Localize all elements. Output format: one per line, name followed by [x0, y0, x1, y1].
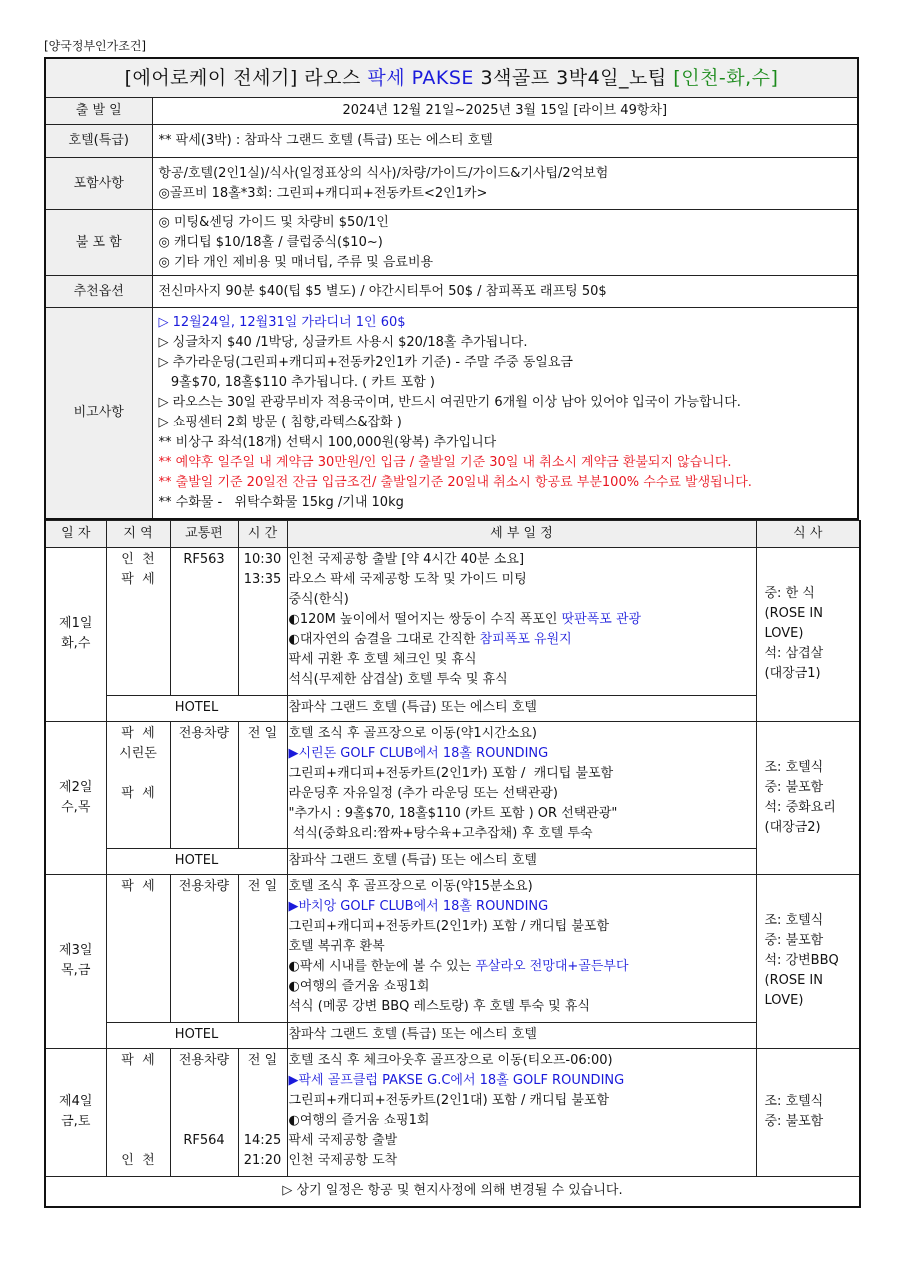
header-cell: 일 자 — [45, 520, 106, 547]
meal: (ROSE IN — [764, 973, 823, 988]
text-line — [159, 453, 852, 473]
text-segment: 땃판폭포 관광 — [561, 611, 642, 627]
text-segment: 그린피+캐디피+전동카트(2인1카) 포함 / 캐디팁 불포함 — [288, 765, 614, 781]
info-label: 출 발 일 — [45, 98, 152, 125]
time — [241, 1071, 285, 1091]
header-cell: 교통편 — [170, 520, 238, 547]
region: 팍 세 — [121, 571, 155, 587]
title-departure: [인천-화,수] — [673, 67, 779, 89]
text-line — [289, 997, 750, 1017]
text-segment: 호텔 복귀후 환복 — [288, 938, 385, 954]
text-line — [289, 784, 750, 804]
meal: LOVE) — [764, 993, 804, 1008]
info-label: 비고사항 — [45, 308, 152, 519]
text-segment: 푸살라오 전망대+골든부다 — [475, 958, 629, 974]
info-table — [44, 57, 859, 520]
text-line — [289, 877, 750, 897]
info-content — [152, 276, 858, 308]
time-cell — [238, 1048, 287, 1176]
text-segment: ▶팍세 골프클럽 PAKSE G.C에서 18홀 GOLF ROUNDING — [288, 1072, 625, 1088]
text-segment: ▷ 싱글차지 $40 /1박당, 싱글카트 사용시 $20/18홀 추가됩니다. — [158, 334, 528, 350]
time-cell — [238, 547, 287, 695]
text-line — [159, 333, 852, 353]
info-row — [45, 210, 858, 276]
text-segment: 호텔 조식 후 체크아웃후 골프장으로 이동(티오프-06:00) — [288, 1052, 613, 1068]
region: 팍 세 — [121, 1052, 155, 1068]
document-title — [45, 58, 858, 98]
info-label: 불 포 함 — [45, 210, 152, 276]
day-label: 제3일 목,금 — [45, 874, 106, 1048]
meal: (ROSE IN — [764, 606, 823, 621]
region-cell — [106, 1048, 170, 1176]
schedule-table — [44, 520, 861, 1208]
info-row — [45, 308, 858, 519]
region — [113, 764, 164, 784]
time-cell — [238, 874, 287, 1022]
text-segment: 석식 (메콩 강변 BBQ 레스토랑) 후 호텔 투숙 및 휴식 — [288, 998, 590, 1014]
text-segment: 석식(무제한 삼겹살) 호텔 투숙 및 휴식 — [288, 671, 508, 687]
transport-cell — [170, 547, 238, 695]
time: 21:20 — [243, 1152, 282, 1168]
meal: 중: 불포함 — [764, 933, 824, 948]
region: 인 천 — [121, 1152, 155, 1168]
day-label: 제4일 금,토 — [45, 1048, 106, 1176]
text-line — [289, 897, 750, 917]
text-segment: ▶시린돈 GOLF CLUB에서 18홀 ROUNDING — [288, 745, 549, 761]
meal: 조: 호텔식 — [764, 759, 824, 775]
text-line — [159, 164, 852, 184]
text-line — [289, 1051, 750, 1071]
text-line — [289, 1111, 750, 1131]
text-segment: 중식(한식) — [288, 591, 349, 607]
title-destination: 팍세 PAKSE — [367, 67, 474, 89]
info-content — [152, 98, 858, 125]
title-product: 3색골프 3박4일_노팁 — [473, 67, 674, 89]
text-segment: 팍세 국제공항 출발 — [288, 1132, 398, 1148]
approval-tag: [양국정부인가조건] — [44, 39, 147, 53]
region-cell — [106, 874, 170, 1022]
text-segment: ◎ 기타 개인 제비용 및 매너팁, 주류 및 음료비용 — [158, 254, 434, 270]
schedule-header — [45, 520, 860, 547]
meal: 석: 강변BBQ — [764, 953, 839, 968]
footer-note: ▷ 상기 일정은 항공 및 현지사정에 의해 변경될 수 있습니다. — [45, 1176, 860, 1207]
meals-cell — [756, 547, 860, 721]
transport — [177, 1111, 232, 1131]
region: 팍 세 — [121, 785, 155, 801]
region: 팍 세 — [121, 725, 155, 741]
region — [113, 1091, 164, 1111]
hotel-row — [45, 848, 860, 874]
info-label: 포함사항 — [45, 158, 152, 210]
header-cell: 시 간 — [238, 520, 287, 547]
text-segment: ▷ 추가라운딩(그린피+캐디피+전동카2인1카 기준) - 주말 주중 동일요금 — [158, 354, 573, 370]
hotel-label: HOTEL — [106, 695, 287, 721]
details-cell — [287, 874, 756, 1022]
text-segment: 인천 국제공항 도착 — [288, 1152, 398, 1168]
transport: 전용차량 — [178, 878, 230, 894]
text-segment: 9홀$70, 18홀$110 추가됩니다. ( 카트 포함 ) — [158, 374, 435, 390]
meal: (대장금2) — [764, 819, 821, 835]
hotel-label: HOTEL — [106, 848, 287, 874]
info-row — [45, 158, 858, 210]
text-segment: ** 팍세(3박) : 참파삭 그랜드 호텔 (특급) 또는 에스티 호텔 — [158, 133, 493, 148]
text-line — [289, 724, 750, 744]
hotel-name: 참파삭 그랜드 호텔 (특급) 또는 에스티 호텔 — [287, 848, 756, 874]
meal: 조: 호텔식 — [764, 1094, 824, 1109]
text-line — [289, 917, 750, 937]
meals-cell — [756, 1048, 860, 1176]
time: 전 일 — [247, 725, 278, 741]
text-line — [159, 282, 852, 302]
time: 10:30 — [243, 551, 282, 567]
text-line — [289, 937, 750, 957]
text-segment: 그린피+캐디피+전동카트(2인1대) 포함 / 캐디팁 불포함 — [288, 1092, 610, 1108]
region-cell — [106, 721, 170, 848]
text-segment: ▶바치앙 GOLF CLUB에서 18홀 ROUNDING — [288, 898, 549, 914]
text-segment: 팍세 귀환 후 호텔 체크인 및 휴식 — [288, 651, 477, 667]
text-line — [159, 473, 852, 493]
text-line — [289, 630, 750, 650]
text-line — [159, 213, 852, 233]
day-row — [45, 874, 860, 1022]
time — [241, 1091, 285, 1111]
text-segment: ▷ 쇼핑센터 2회 방문 ( 침향,라텍스&잡화 ) — [158, 414, 402, 430]
day-row — [45, 547, 860, 695]
info-row — [45, 98, 858, 125]
details-cell — [287, 721, 756, 848]
text-segment: "추가시 : 9홀$70, 18홀$110 (카트 포함 ) OR 선택관광" — [288, 805, 618, 821]
text-line — [289, 550, 750, 570]
text-segment: ** 예약후 일주일 내 계약금 30만원/인 입금 / 출발일 기준 30일 내 취소시 계약금 환불되지 않습니다. — [158, 454, 732, 470]
info-row — [45, 125, 858, 158]
info-content — [152, 210, 858, 276]
meal: 석: 삼겹살 — [764, 646, 824, 661]
meal: LOVE) — [764, 626, 804, 641]
text-line — [159, 253, 852, 273]
text-line — [159, 353, 852, 373]
hotel-row — [45, 695, 860, 721]
region — [113, 1131, 164, 1151]
text-line — [159, 413, 852, 433]
info-label: 호텔(특급) — [45, 125, 152, 158]
text-segment: ▷ 12월24일, 12월31일 가라디너 1인 60$ — [158, 314, 406, 330]
day-label: 제1일 화,수 — [45, 547, 106, 721]
hotel-label: HOTEL — [106, 1022, 287, 1048]
text-segment: ◐120M 높이에서 떨어지는 쌍둥이 수직 폭포인 — [288, 611, 562, 627]
text-line — [289, 670, 750, 690]
info-content — [152, 158, 858, 210]
time-cell — [238, 721, 287, 848]
text-segment: ◎ 미팅&센딩 가이드 및 차량비 $50/1인 — [158, 214, 389, 230]
text-segment: ** 비상구 좌석(18개) 선택시 100,000원(왕복) 추가입니다 — [158, 434, 497, 450]
text-line — [289, 764, 750, 784]
meal: 석: 중화요리 — [764, 799, 836, 815]
time: 14:25 — [243, 1132, 282, 1148]
hotel-row — [45, 1022, 860, 1048]
meal: 중: 불포함 — [764, 1114, 824, 1129]
day-row — [45, 1048, 860, 1176]
transport — [177, 1071, 232, 1091]
text-line — [159, 433, 852, 453]
transport-cell — [170, 721, 238, 848]
text-line — [289, 1131, 750, 1151]
text-segment: 그린피+캐디피+전동카트(2인1카) 포함 / 캐디팁 불포함 — [288, 918, 610, 934]
info-label: 추천옵션 — [45, 276, 152, 308]
text-line — [159, 131, 852, 151]
meal: 조: 호텔식 — [764, 913, 824, 928]
text-line — [159, 313, 852, 333]
details-cell — [287, 1048, 756, 1176]
transport: 전용차량 — [178, 1052, 230, 1068]
region: 시린돈 — [119, 745, 157, 761]
day-row — [45, 721, 860, 848]
text-segment: 참피폭포 유원지 — [479, 631, 572, 647]
text-segment: 2024년 12월 21일~2025년 3월 15일 [라이브 49항차] — [342, 103, 668, 118]
text-line — [289, 1151, 750, 1171]
text-line — [289, 570, 750, 590]
text-line — [289, 977, 750, 997]
text-line — [289, 804, 750, 824]
hotel-name: 참파삭 그랜드 호텔 (특급) 또는 에스티 호텔 — [287, 1022, 756, 1048]
meal: 중: 불포함 — [764, 779, 824, 795]
text-line — [289, 1071, 750, 1091]
header-cell: 식 사 — [756, 520, 860, 547]
hotel-name: 참파삭 그랜드 호텔 (특급) 또는 에스티 호텔 — [287, 695, 756, 721]
region — [113, 1111, 164, 1131]
text-line — [159, 493, 852, 513]
itinerary-document — [44, 57, 859, 1208]
time: 13:35 — [243, 571, 282, 587]
text-segment: ◎골프비 18홀*3회: 그린피+캐디피+전동카트<2인1카> — [158, 185, 488, 201]
meal: (대장금1) — [764, 666, 821, 681]
text-segment: ◐팍세 시내를 한눈에 볼 수 있는 — [288, 958, 476, 974]
time — [241, 1111, 285, 1131]
region: 인 천 — [121, 551, 155, 567]
text-segment: 호텔 조식 후 골프장으로 이동(약15분소요) — [288, 878, 533, 894]
title-prefix: [에어로케이 전세기] 라오스 — [124, 67, 368, 89]
text-line — [289, 590, 750, 610]
text-segment: ◐여행의 즐거움 쇼핑1회 — [288, 978, 430, 994]
header-cell: 지 역 — [106, 520, 170, 547]
details-cell — [287, 547, 756, 695]
text-line — [159, 373, 852, 393]
text-line — [289, 744, 750, 764]
text-segment: ◐대자연의 숨결을 그대로 간직한 — [288, 631, 480, 647]
transport: 전용차량 — [178, 725, 230, 741]
text-line — [159, 101, 852, 121]
text-segment: ◐여행의 즐거움 쇼핑1회 — [288, 1112, 430, 1128]
day-label: 제2일 수,목 — [45, 721, 106, 874]
text-segment: 호텔 조식 후 골프장으로 이동(약1시간소요) — [288, 725, 537, 741]
meals-cell — [756, 721, 860, 874]
text-segment: 라운딩후 자유일정 (추가 라운딩 또는 선택관광) — [288, 785, 558, 801]
time: 전 일 — [247, 1052, 278, 1068]
text-segment: ▷ 라오스는 30일 관광무비자 적용국이며, 반드시 여권만기 6개월 이상 남아 있어야 입국이 가능합니다. — [158, 394, 741, 410]
text-segment: 인천 국제공항 출발 [약 4시간 40분 소요] — [288, 551, 525, 567]
text-line — [289, 824, 750, 844]
text-line — [159, 233, 852, 253]
text-line — [289, 650, 750, 670]
info-content — [152, 308, 858, 519]
text-line — [289, 610, 750, 630]
text-segment: 항공/호텔(2인1실)/식사(일정표상의 식사)/차량/가이드/가이드&기사팁/2억보험 — [158, 165, 609, 181]
transport-cell — [170, 1048, 238, 1176]
meals-cell — [756, 874, 860, 1048]
region — [113, 1071, 164, 1091]
region: 팍 세 — [121, 878, 155, 894]
transport-cell — [170, 874, 238, 1022]
text-segment: ** 수화물 - 위탁수화물 15kg /기내 10kg — [158, 494, 404, 510]
time: 전 일 — [247, 878, 278, 894]
text-line — [159, 393, 852, 413]
text-segment: ◎ 캐디팁 $10/18홀 / 클럽중식($10~) — [158, 234, 383, 250]
text-line — [159, 184, 852, 204]
region-cell — [106, 547, 170, 695]
transport — [177, 1091, 232, 1111]
text-line — [289, 1091, 750, 1111]
info-content — [152, 125, 858, 158]
info-row — [45, 276, 858, 308]
text-segment: ** 출발일 기준 20일전 잔금 입금조건/ 출발일기준 20일내 취소시 항공료 부분100% 수수료 발생됩니다. — [158, 474, 752, 490]
text-segment: 석식(중화요리:짬짜+탕수육+고추잡채) 후 호텔 투숙 — [288, 825, 593, 841]
text-segment: 전신마사지 90분 $40(팁 $5 별도) / 야간시티투어 50$ / 참피폭포 래프팅 50$ — [158, 283, 607, 299]
text-segment: 라오스 팍세 국제공항 도착 및 가이드 미팅 — [288, 571, 527, 587]
text-line — [289, 957, 750, 977]
transport: RF563 — [183, 551, 225, 567]
transport: RF564 — [183, 1132, 225, 1148]
meal: 중: 한 식 — [764, 586, 815, 601]
header-cell: 세 부 일 정 — [287, 520, 756, 547]
